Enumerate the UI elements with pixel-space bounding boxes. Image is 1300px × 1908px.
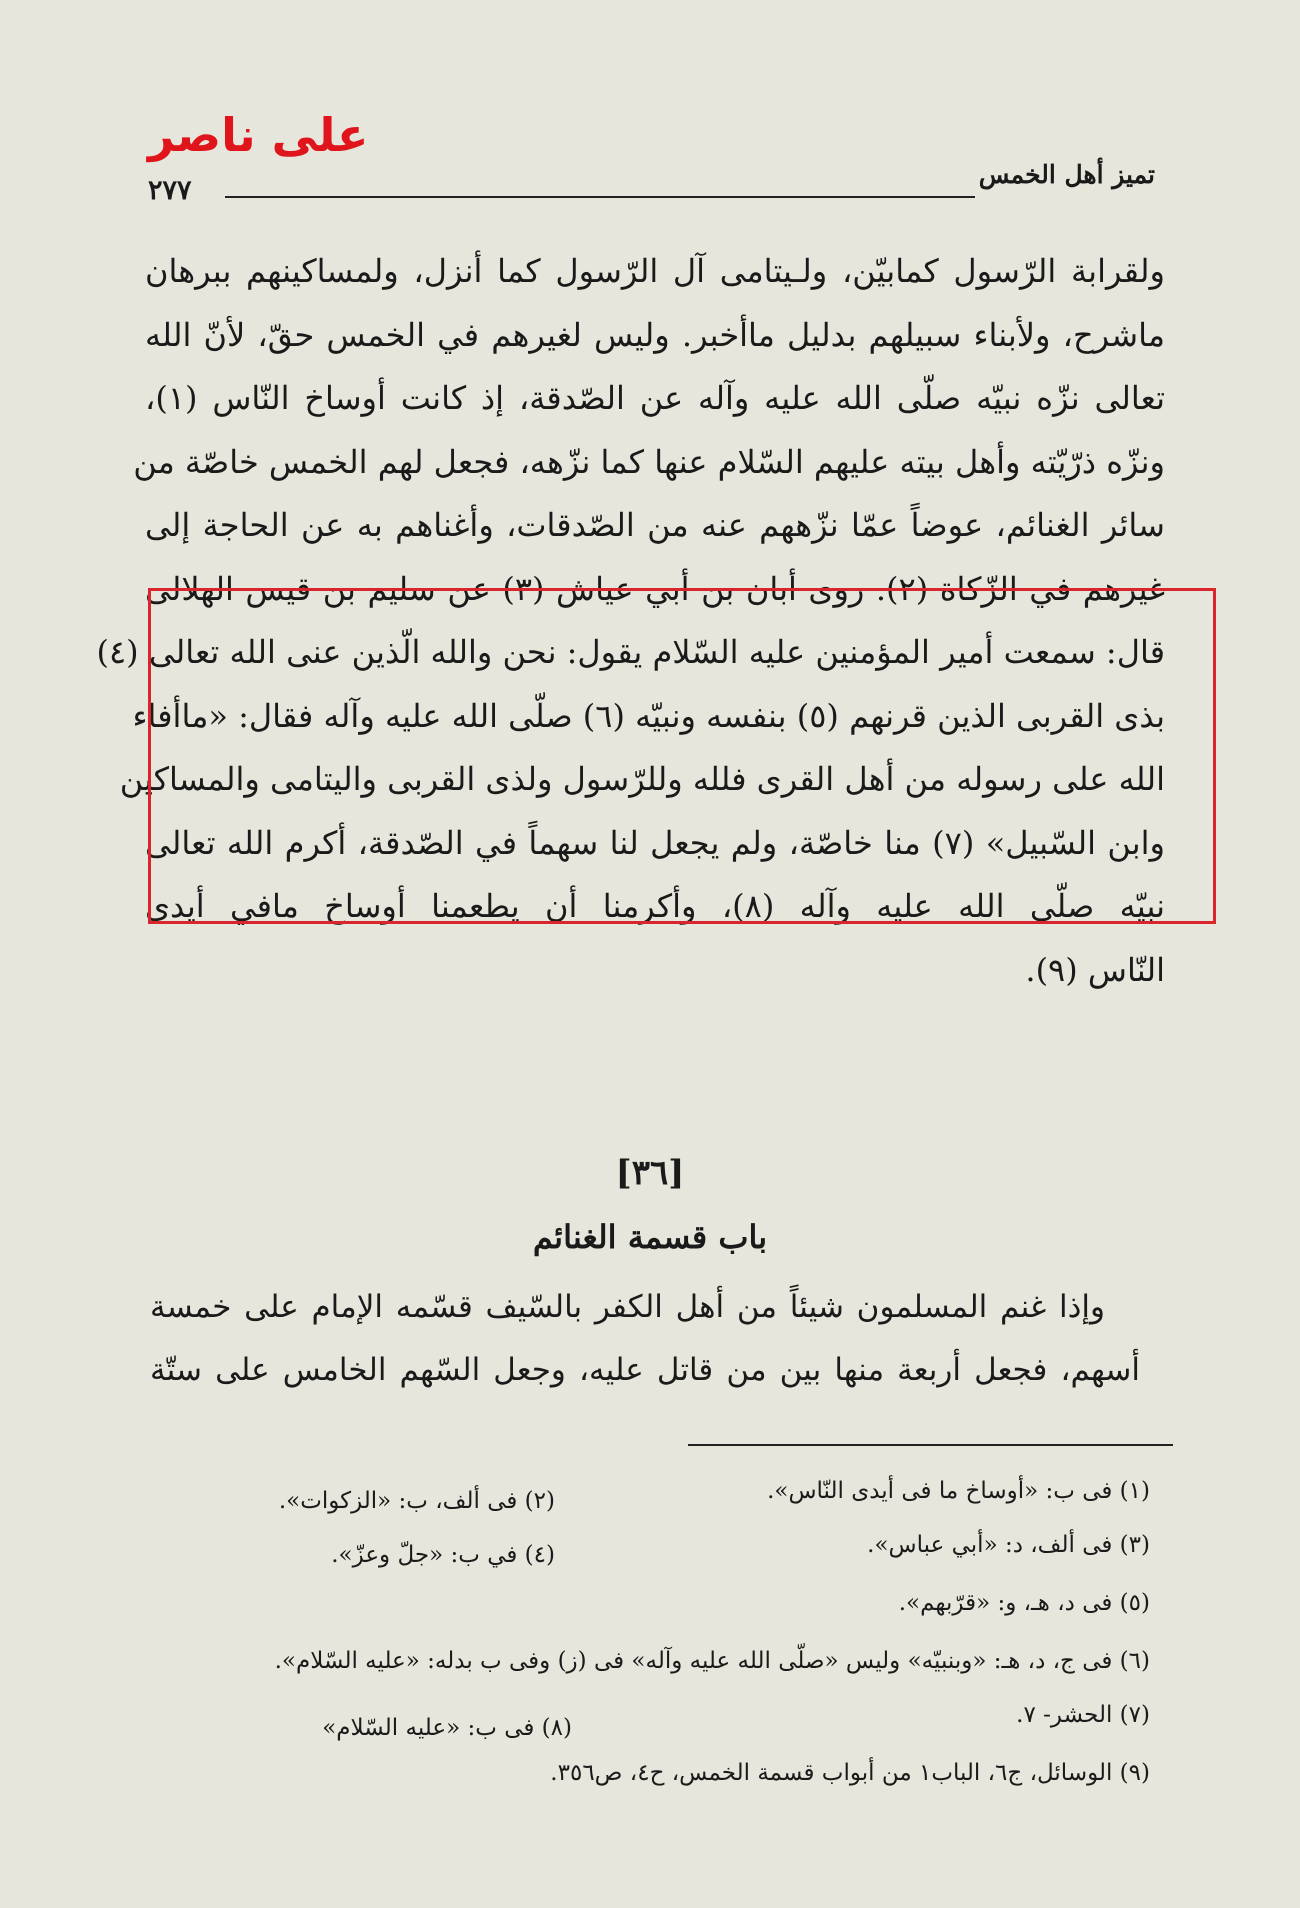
footnote-3: (٣) فى ألف، د: «أبي عباس». bbox=[867, 1532, 1150, 1558]
footnote-8: (٨) فى ب: «عليه السّلام» bbox=[322, 1715, 572, 1741]
body-line: ماشرح، ولأبناء سبيلهم بدليل ماأخبر. وليس لغيرهم في الخمس حقّ، لأنّ الله bbox=[145, 315, 1165, 354]
body-line: بذى القربى الذين قرنهم (٥) بنفسه ونبيّه (٦) صلّى الله عليه وآله فقال: «ماأفاء bbox=[132, 696, 1165, 735]
section-title: باب قسمة الغنائم bbox=[532, 1218, 768, 1256]
footnote-1: (١) فى ب: «أوساخ ما فى أيدى النّاس». bbox=[767, 1478, 1150, 1504]
body-line: تعالى نزّه نبيّه صلّى الله عليه وآله عن الصّدقة، إذ كانت أوساخ النّاس (١)، bbox=[145, 379, 1165, 417]
body-line-last: النّاس (٩). bbox=[1025, 950, 1165, 989]
footnote-2: (٢) فى ألف، ب: «الزكوات». bbox=[278, 1488, 555, 1514]
section-number: [٣٦] bbox=[615, 1153, 685, 1193]
footnote-rule bbox=[688, 1444, 1173, 1446]
section-line: أسهم، فجعل أربعة منها بين من قاتل عليه، وجعل السّهم الخامس على ستّة bbox=[150, 1352, 1140, 1388]
footnote-9: (٩) الوسائل، ج٦، الباب١ من أبواب قسمة الخمس، ح٤، ص٣٥٦. bbox=[550, 1760, 1150, 1786]
footnote-7: (٧) الحشر- ٧. bbox=[1016, 1702, 1150, 1728]
watermark: على ناصر bbox=[148, 108, 369, 162]
footnote-6: (٦) فى ج، د، هـ: «وبنبيّه» وليس «صلّى الله عليه وآله» فى (ز) وفى ب بدله: «عليه السّلام». bbox=[274, 1648, 1150, 1674]
body-line: ونزّه ذرّيّته وأهل بيته عليهم السّلام عنها كما نزّهه، فجعل لهم الخمس خاصّة من bbox=[133, 442, 1165, 481]
running-title: تميز أهل الخمس bbox=[978, 160, 1155, 189]
highlight-box bbox=[148, 588, 1216, 924]
body-line: ولقرابة الرّسول كمابيّن، ولـيتامى آل الرّسول كما أنزل، ولمساكينهم ببرهان bbox=[145, 252, 1165, 290]
section-line: وإذا غنم المسلمون شيئاً من أهل الكفر بالسّيف قسّمه الإمام على خمسة bbox=[150, 1289, 1105, 1325]
body-line: سائر الغنائم، عوضاً عمّا نزّههم عنه من الصّدقات، وأغناهم به عن الحاجة إلى bbox=[145, 506, 1165, 544]
page-number: ٢٧٧ bbox=[148, 175, 192, 206]
body-line: الله على رسوله من أهل القرى فلله وللرّسول ولذى القربى واليتامى والمساكين bbox=[119, 760, 1165, 798]
header-rule bbox=[225, 196, 975, 198]
body-line: نبيّه صلّى الله عليه وآله (٨)، وأكرمنا أن يطعمنا أوساخ مافي أيدى bbox=[145, 887, 1166, 925]
body-line: وابن السّبيل» (٧) منا خاصّة، ولم يجعل لنا سهماً في الصّدقة، أكرم الله تعالى bbox=[145, 823, 1166, 862]
footnote-4: (٤) في ب: «جلّ وعزّ». bbox=[331, 1542, 555, 1568]
body-line: غيرهم في الزّكاة (٢). روى أبان بن أبي عياش (٣) عن سليم بن قيس الهلالى bbox=[145, 569, 1166, 608]
footnote-5: (٥) فى د، هـ، و: «قرّبهم». bbox=[898, 1590, 1150, 1616]
section-paragraph bbox=[150, 1276, 1140, 1402]
body-line: قال: سمعت أمير المؤمنين عليه السّلام يقول: نحن والله الّذين عنى الله تعالى (٤) bbox=[96, 633, 1165, 671]
